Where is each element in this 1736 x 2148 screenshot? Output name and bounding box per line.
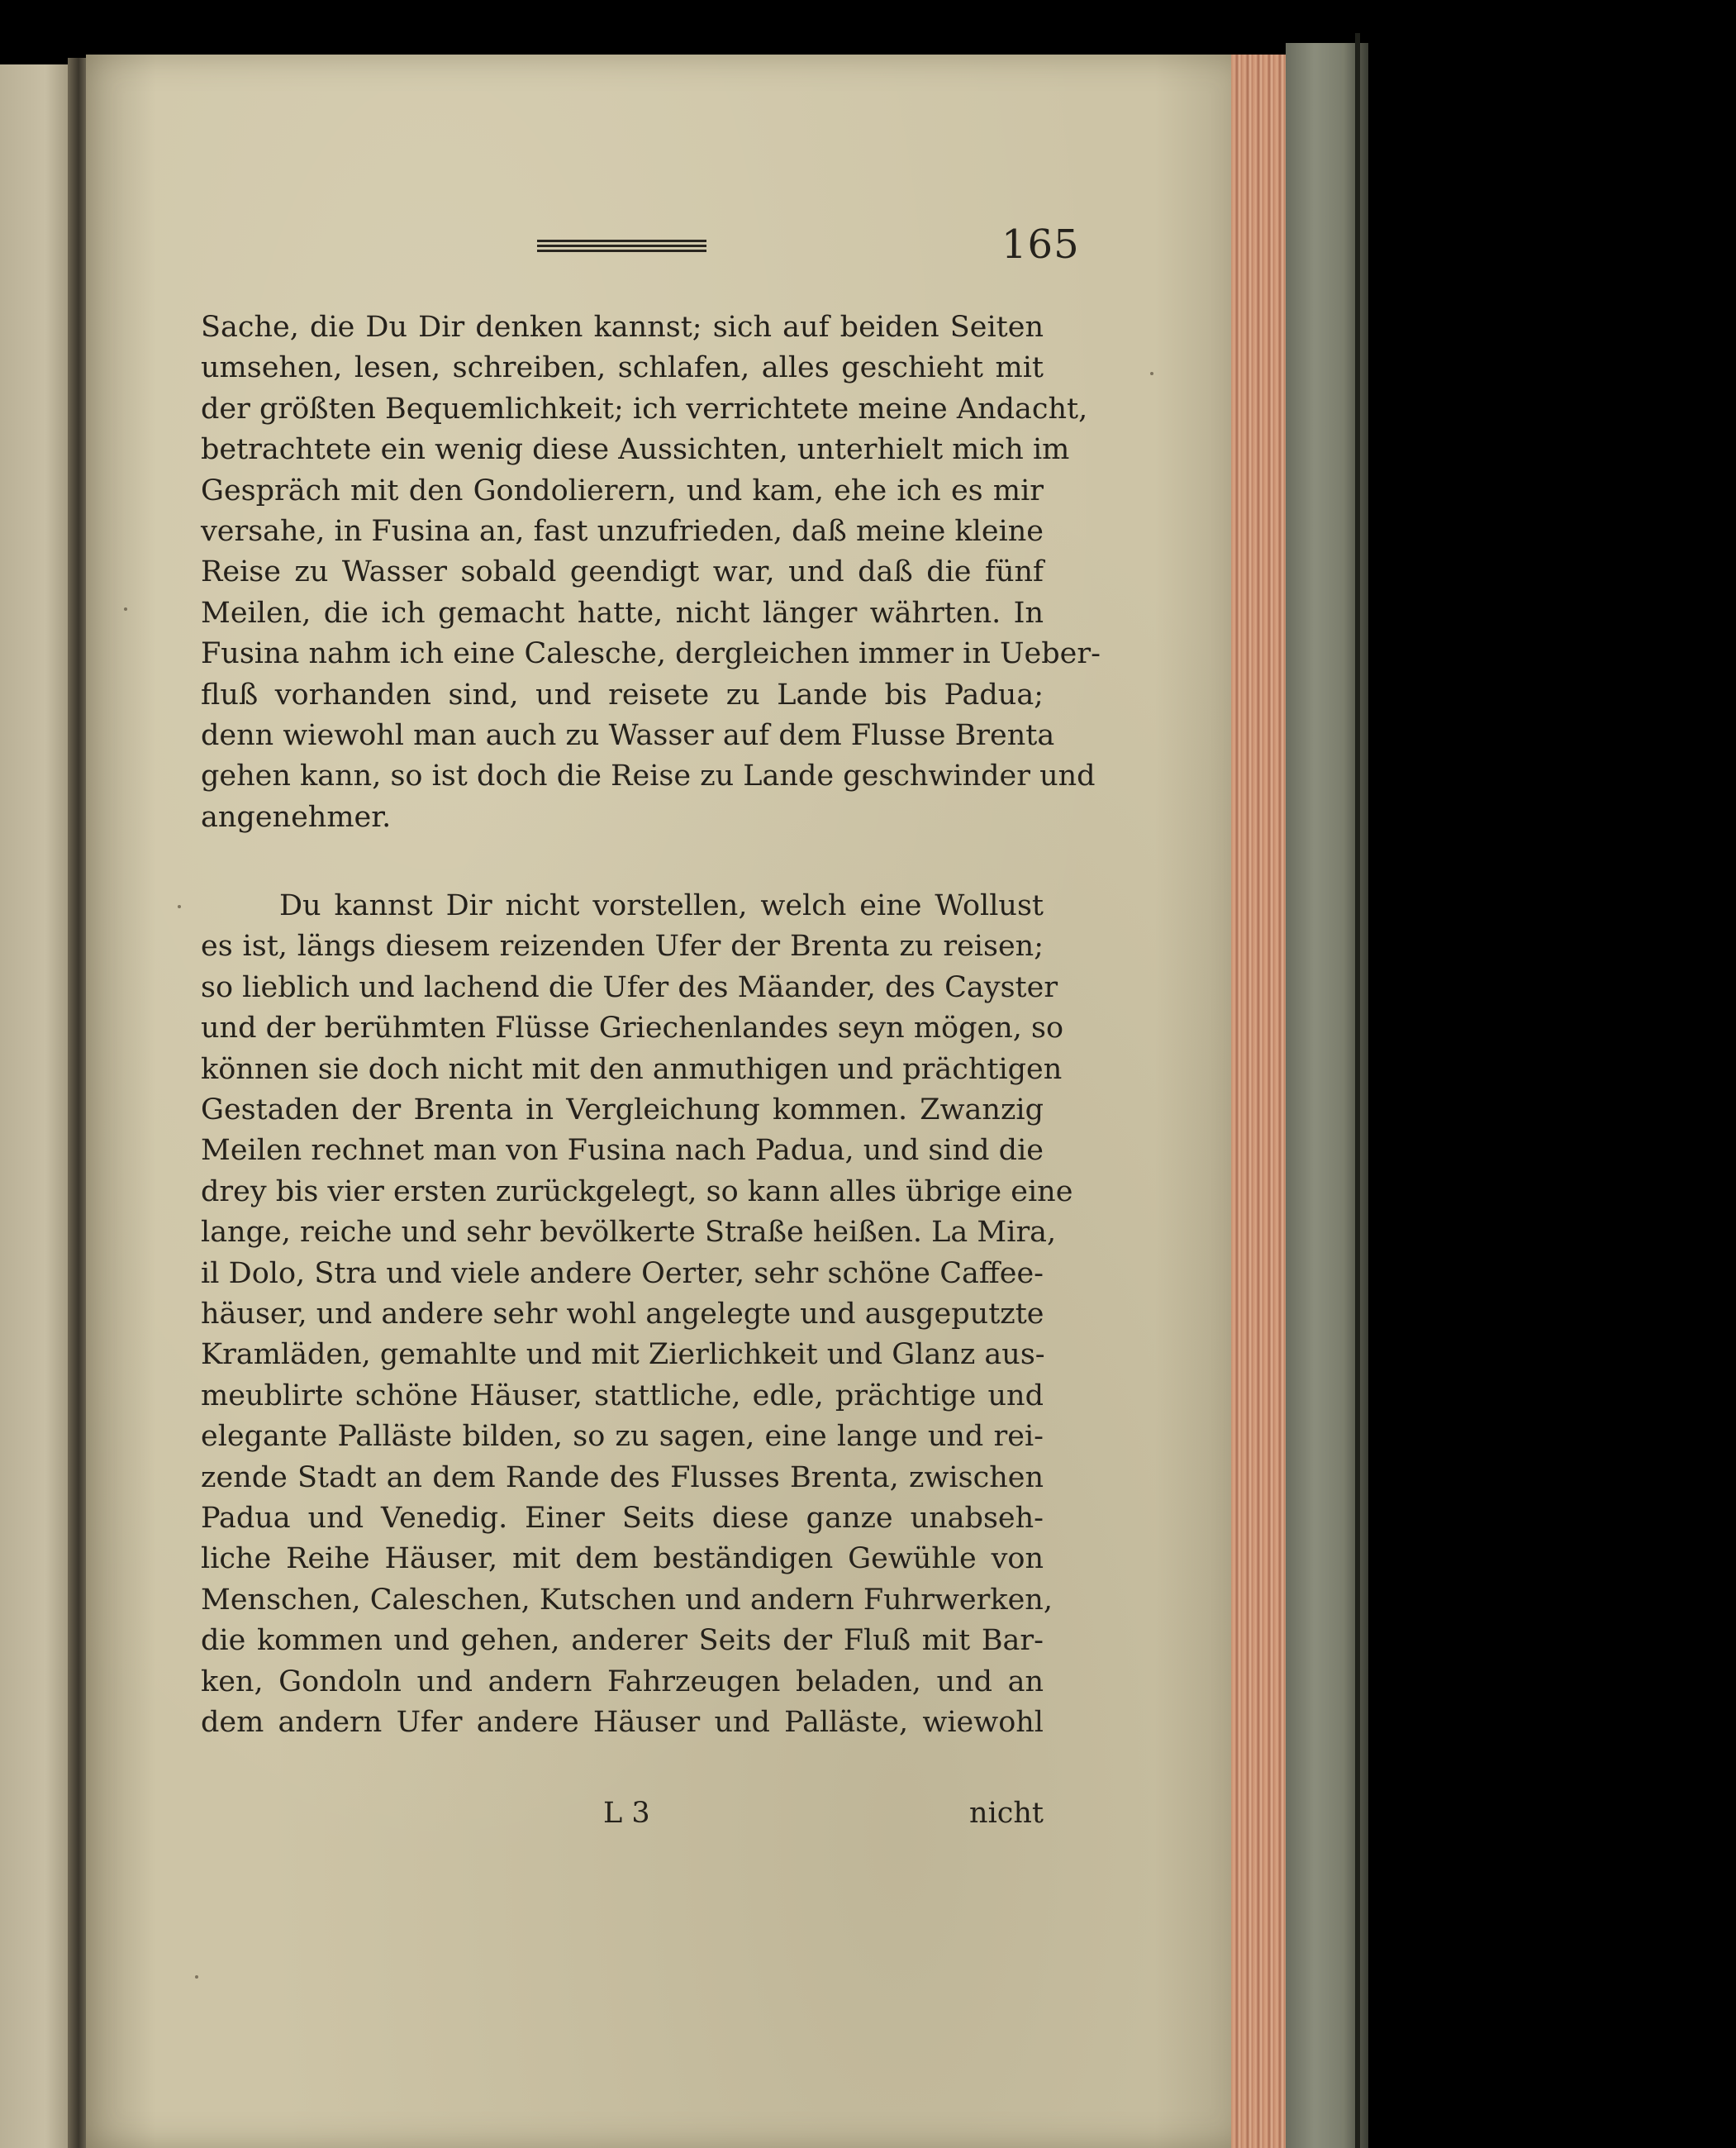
text-line: betrachtete ein wenig diese Aussichten, unterhielt mich im <box>201 433 1070 467</box>
text-line: häuser, und andere sehr wohl angelegte und ausgeputzte <box>201 1297 1044 1331</box>
text-line: es ist, längs diesem reizenden Ufer der Brenta zu reisen; <box>201 930 1044 964</box>
text-line: die kommen und gehen, anderer Seits der Fluß mit Bar- <box>201 1624 1044 1658</box>
text-line: können sie doch nicht mit den anmuthigen und prächtigen <box>201 1052 1063 1086</box>
text-line: Menschen, Caleschen, Kutschen und andern Fuhrwerken, <box>201 1583 1053 1617</box>
text-line: Reise zu Wasser sobald geendigt war, und daß die fünf <box>201 555 1044 589</box>
text-line: so lieblich und lachend die Ufer des Mäander, des Cayster <box>201 970 1058 1004</box>
header-rule-ornament <box>537 240 706 253</box>
text-line: denn wiewohl man auch zu Wasser auf dem Flusse Brenta <box>201 718 1055 752</box>
text-line: ken, Gondoln und andern Fahrzeugen beladen, und an <box>201 1665 1044 1698</box>
text-line: liche Reihe Häuser, mit dem beständigen Gewühle von <box>201 1542 1044 1576</box>
text-line: Meilen, die ich gemacht hatte, nicht länger währten. In <box>201 596 1044 630</box>
text-line: Du kannst Dir nicht vorstellen, welch eine Wollust <box>279 889 1044 923</box>
text-line: Meilen rechnet man von Fusina nach Padua, und sind die <box>201 1134 1044 1168</box>
paper-speck <box>1150 372 1153 375</box>
text-line: dem andern Ufer andere Häuser und Palläste, wiewohl <box>201 1705 1044 1739</box>
text-line: umsehen, lesen, schreiben, schlafen, alles geschieht mit <box>201 351 1044 385</box>
signature-mark: L 3 <box>603 1797 650 1830</box>
text-line: fluß vorhanden sind, und reisete zu Lande bis Padua; <box>201 678 1044 712</box>
text-line: meublirte schöne Häuser, stattliche, edle, prächtige und <box>201 1379 1044 1412</box>
catchword: nicht <box>969 1797 1044 1830</box>
page-number: 165 <box>1001 221 1080 268</box>
text-line: Gespräch mit den Gondolierern, und kam, ehe ich es mir <box>201 474 1044 507</box>
text-line: Fusina nahm ich eine Calesche, dergleichen immer in Ueber- <box>201 637 1101 671</box>
body-text <box>201 307 1101 1743</box>
text-line: zende Stadt an dem Rande des Flusses Brenta, zwischen <box>201 1460 1044 1494</box>
text-line: il Dolo, Stra und viele andere Oerter, sehr schöne Caffee- <box>201 1256 1044 1290</box>
text-line: Padua und Venedig. Einer Seits diese ganze unabseh- <box>201 1501 1044 1535</box>
page-footer <box>201 1793 1044 1834</box>
text-line: versahe, in Fusina an, fast unzufrieden, daß meine kleine <box>201 514 1044 548</box>
text-line: angenehmer. <box>201 800 392 834</box>
text-line: und der berühmten Flüsse Griechenlandes seyn mögen, so <box>201 1012 1064 1045</box>
text-line: gehen kann, so ist doch die Reise zu Lande geschwinder und <box>201 760 1096 793</box>
text-line: lange, reiche und sehr bevölkerte Straße heißen. La Mira, <box>201 1216 1057 1250</box>
paper-speck <box>178 905 181 908</box>
text-line: elegante Palläste bilden, so zu sagen, eine lange und rei- <box>201 1420 1044 1454</box>
text-line: Kramläden, gemahlte und mit Zierlichkeit und Glanz aus- <box>201 1338 1045 1372</box>
cover-shadow-edge <box>1355 33 1360 2148</box>
text-line: drey bis vier ersten zurückgelegt, so kann alles übrige eine <box>201 1174 1073 1208</box>
text-line: Gestaden der Brenta in Vergleichung kommen. Zwanzig <box>201 1093 1044 1127</box>
paper-speck <box>124 607 127 611</box>
text-line: Sache, die Du Dir denken kannst; sich auf beiden Seiten <box>201 311 1044 344</box>
paper-speck <box>195 1975 198 1979</box>
paragraph-gap <box>201 838 1044 886</box>
text-line: der größten Bequemlichkeit; ich verrichtete meine Andacht, <box>201 392 1088 426</box>
